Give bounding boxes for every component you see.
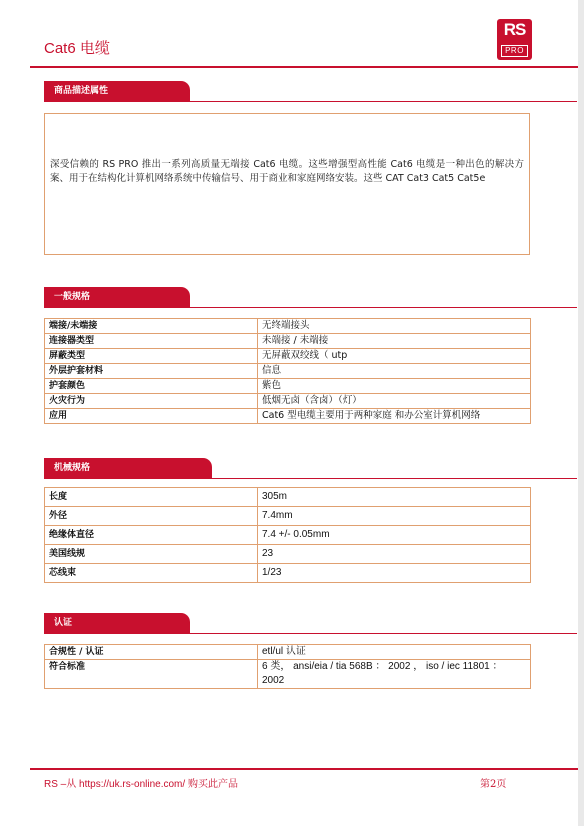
certification-table bbox=[44, 644, 531, 689]
spec-value: 1/23 bbox=[258, 564, 531, 583]
section-divider-general bbox=[44, 307, 577, 308]
general-spec-row bbox=[45, 319, 531, 334]
spec-value: 7.4mm bbox=[258, 507, 531, 526]
spec-value: 无终端接头 bbox=[258, 319, 531, 334]
spec-key: 连接器类型 bbox=[45, 334, 258, 349]
logo-pro-text: PRO bbox=[501, 45, 528, 57]
spec-value: 低烟无卤（含卤）（灯） bbox=[258, 394, 531, 409]
logo-rs-text: RS bbox=[503, 20, 526, 39]
spec-value: Cat6 型电缆主要用于两种家庭 和办公室计算机网络 bbox=[258, 409, 531, 424]
spec-value: 紫色 bbox=[258, 379, 531, 394]
spec-value: 305m bbox=[258, 488, 531, 507]
spec-value: 信息 bbox=[258, 364, 531, 379]
general-spec-row bbox=[45, 364, 531, 379]
mechanical-spec-row bbox=[45, 526, 531, 545]
spec-key: 长度 bbox=[45, 488, 258, 507]
spec-key: 屏蔽类型 bbox=[45, 349, 258, 364]
general-spec-row bbox=[45, 409, 531, 424]
general-spec-row bbox=[45, 379, 531, 394]
spec-value: 无屏蔽双绞线（ utp bbox=[258, 349, 531, 364]
spec-key: 美国线规 bbox=[45, 545, 258, 564]
section-divider-certification bbox=[44, 633, 577, 634]
section-divider-description bbox=[44, 101, 577, 102]
spec-value: 7.4 +/- 0.05mm bbox=[258, 526, 531, 545]
spec-key: 符合标准 bbox=[45, 660, 258, 689]
general-spec-row bbox=[45, 394, 531, 409]
spec-value: etl/ul 认证 bbox=[258, 645, 531, 660]
spec-key: 应用 bbox=[45, 409, 258, 424]
header-divider bbox=[30, 66, 578, 68]
spec-key: 合规性 / 认证 bbox=[45, 645, 258, 660]
spec-key: 绝缘体直径 bbox=[45, 526, 258, 545]
spec-key: 端接/未端接 bbox=[45, 319, 258, 334]
spec-value: 23 bbox=[258, 545, 531, 564]
description-text: 深受信赖的 RS PRO 推出一系列高质量无端接 Cat6 电缆。这些增强型高性能 Cat6 电缆是一种出色的解决方案、用于在结构化计算机网络系统中传输信号、用于商业和家庭网络安装。这些 CAT Cat3 Cat5 Cat5e bbox=[50, 159, 524, 184]
section-heading-mechanical: 机械规格 bbox=[44, 458, 212, 478]
spec-value: 6 类， ansi/eia / tia 568B ： 2002 ， iso / iec 11801 ： 2002 bbox=[258, 660, 531, 689]
spec-key: 外径 bbox=[45, 507, 258, 526]
certification-row bbox=[45, 660, 531, 689]
footer-page-number: 第2页 bbox=[480, 779, 507, 790]
mechanical-spec-row bbox=[45, 507, 531, 526]
spec-key: 芯线束 bbox=[45, 564, 258, 583]
general-spec-row bbox=[45, 334, 531, 349]
mechanical-spec-table bbox=[44, 487, 531, 583]
page-edge-shadow bbox=[578, 0, 584, 826]
mechanical-spec-row bbox=[45, 564, 531, 583]
footer-source-link[interactable]: RS –从 https://uk.rs-online.com/ 购买此产品 bbox=[44, 779, 238, 790]
section-heading-general: 一般规格 bbox=[44, 287, 190, 307]
spec-key: 火灾行为 bbox=[45, 394, 258, 409]
spec-key: 护套颜色 bbox=[45, 379, 258, 394]
section-divider-mechanical bbox=[44, 478, 577, 479]
section-heading-description: 商品描述属性 bbox=[44, 81, 190, 101]
rs-pro-logo bbox=[497, 19, 532, 60]
spec-key: 外层护套材料 bbox=[45, 364, 258, 379]
mechanical-spec-row bbox=[45, 545, 531, 564]
footer-divider bbox=[30, 768, 578, 770]
general-spec-row bbox=[45, 349, 531, 364]
section-heading-certification: 认证 bbox=[44, 613, 190, 633]
page-title: Cat6 电缆 bbox=[44, 40, 110, 57]
general-spec-table bbox=[44, 318, 531, 424]
mechanical-spec-row bbox=[45, 488, 531, 507]
description-box bbox=[44, 113, 530, 255]
spec-value: 未端接 / 未端接 bbox=[258, 334, 531, 349]
certification-row bbox=[45, 645, 531, 660]
